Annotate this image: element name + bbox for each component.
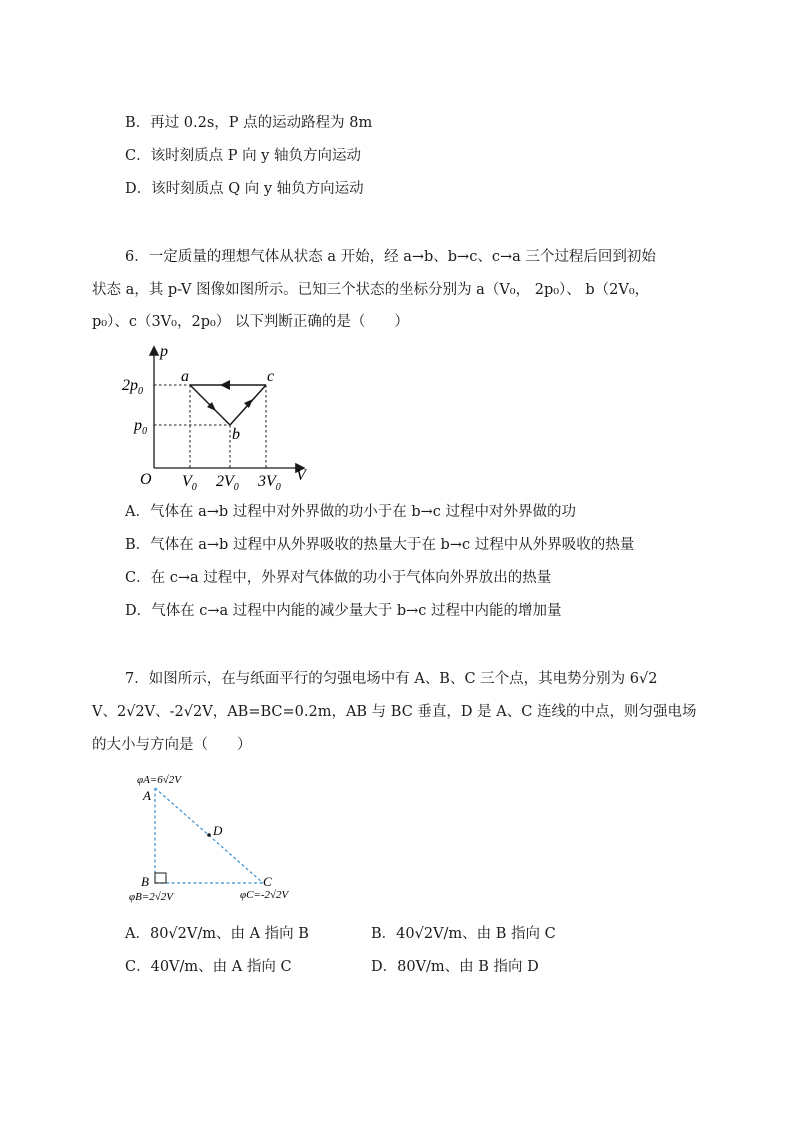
q7-option-d: D．80V/m、由 B 指向 D [371,959,539,975]
q6-pv-diagram [120,340,320,495]
q6-option-d: D．气体在 c→a 过程中内能的减少量大于 b→c 过程中内能的增加量 [125,603,562,619]
q7-phi-b-label: φB=2√2V [129,891,173,903]
q5-option-d: D．该时刻质点 Q 向 y 轴负方向运动 [125,181,364,197]
q7-option-b: B．40√2V/m、由 B 指向 C [371,926,556,942]
q6-origin-label: O [140,471,152,488]
q6-option-a: A．气体在 a→b 过程中对外界做的功小于在 b→c 过程中对外界做的功 [125,504,577,520]
q7-label-d: D [213,823,223,838]
q6-point-b-label: b [232,426,240,443]
q6-stem-line-2: 状态 a，其 p-V 图像如图所示。已知三个状态的坐标分别为 a（V₀， 2p₀）、 b（2V₀， [92,282,650,298]
q6-option-b: B．气体在 a→b 过程中从外界吸收的热量大于在 b→c 过程中从外界吸收的热量 [125,537,635,553]
q6-tick-3v0: $3V_0$ [258,473,281,493]
q7-label-c: C [263,874,272,889]
q6-tick-2v0: $2V_0$ [216,473,239,493]
q7-option-c: C．40V/m、由 A 指向 C [125,959,292,975]
q7-option-a: A．80√2V/m、由 A 指向 B [125,926,309,942]
q7-stem-line-2: V、2√2V、-2√2V，AB=BC=0.2m，AB 与 BC 垂直，D 是 A、C 连线的中点，则匀强电场 [92,704,697,720]
q7-phi-a-label: φA=6√2V [137,774,181,786]
q6-guide-lines [154,385,266,468]
q6-arrow-b-c [244,399,253,408]
q7-label-b: B [141,874,149,889]
q6-point-a-label: a [181,368,189,385]
q6-option-c: C．在 c→a 过程中，外界对气体做的功小于气体向外界放出的热量 [125,570,552,586]
q5-option-c: C．该时刻质点 P 向 y 轴负方向运动 [125,148,361,164]
q6-axis-p-label: p [160,343,168,360]
q6-arrow-c-a [220,380,230,390]
q6-stem-line-3: p₀）、c（3V₀，2p₀） 以下判断正确的是（ ） [92,314,409,330]
q6-tick-2p0: $2p_0$ [122,377,143,397]
q7-phi-c-label: φC=-2√2V [240,889,289,901]
q7-stem-line-3: 的大小与方向是（ ） [92,737,252,753]
q6-axis-v-label: V [296,467,306,484]
q7-stem-line-1: 7．如图所示，在与纸面平行的匀强电场中有 A、B、C 三个点，其电势分别为 6√2 [125,671,658,687]
q6-tick-v0: $V_0$ [182,473,197,493]
q7-triangle-diagram [125,768,325,908]
q7-label-a: A [143,788,151,803]
q7-right-angle-mark [155,873,166,883]
q5-option-b: B．再过 0.2s，P 点的运动路程为 8m [125,115,373,131]
q7-point-d [207,833,211,837]
q6-stem-line-1: 6．一定质量的理想气体从状态 a 开始，经 a→b、b→c、c→a 三个过程后回到初始 [125,249,656,265]
q6-tick-p0: $p_0$ [134,417,147,437]
q6-point-c-label: c [267,368,275,385]
